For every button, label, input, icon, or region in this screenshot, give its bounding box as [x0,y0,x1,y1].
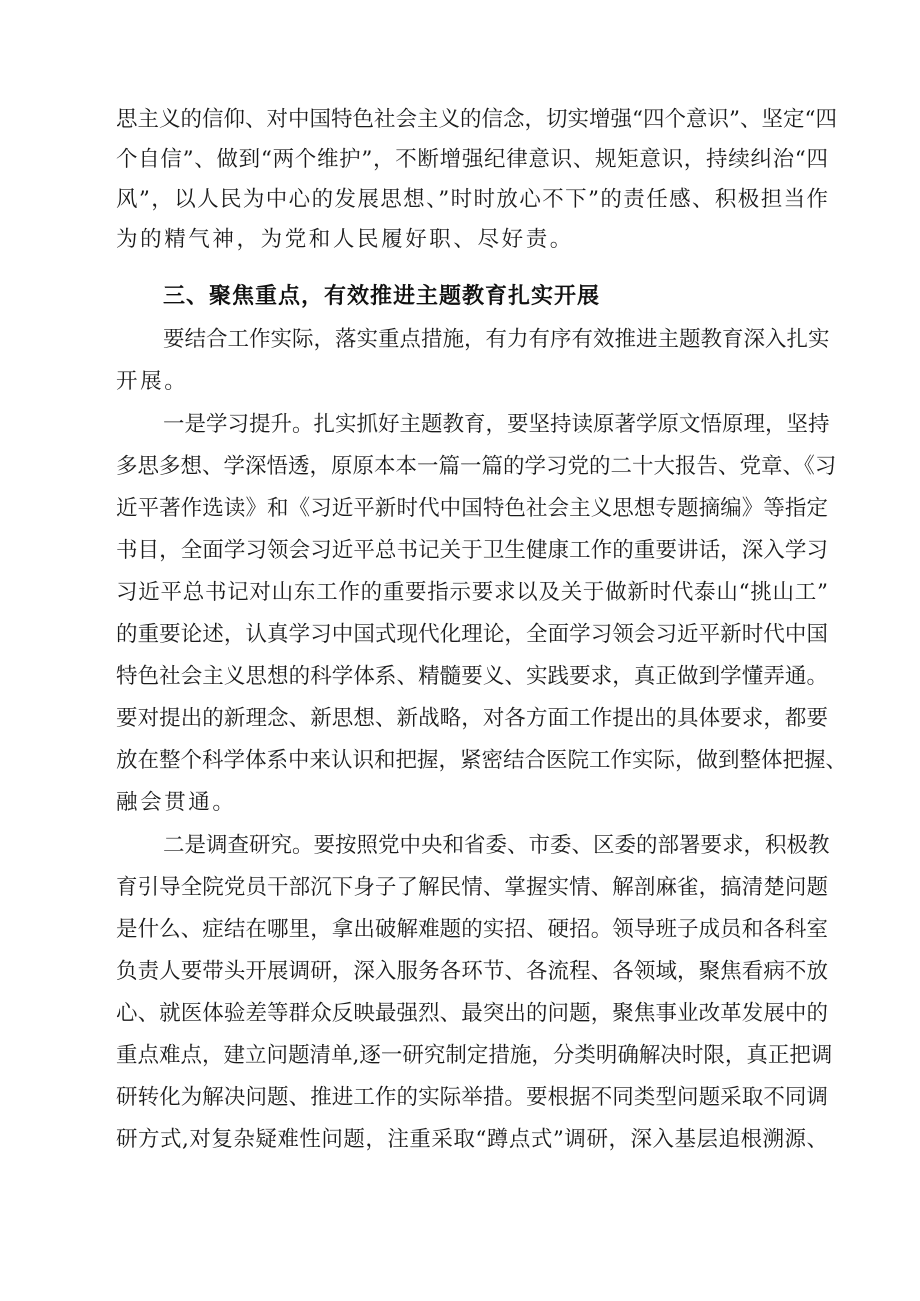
paragraph-line: 多思多想、学深悟透，原原本本一篇一篇的学习党的二十大报告、党章、《习 [116,454,837,479]
paragraph-line: 开展。 [116,369,189,394]
paragraph-line: 要结合工作实际，落实重点措施，有力有序有效推进主题教育深入扎实 [163,327,830,352]
paragraph-line: 习近平总书记对山东工作的重要指示要求以及关于做新时代泰山“挑山工” [116,580,828,605]
paragraph-line: 风”，以人民为中心的发展思想、”时时放心不下”的责任感、积极担当作 [116,187,828,212]
paragraph-line: 书目，全面学习领会习近平总书记关于卫生健康工作的重要讲话，深入学习 [116,538,828,563]
paragraph-line: 特色社会主义思想的科学体系、精髓要义、实践要求，真正做到学懂弄通。 [116,664,828,689]
paragraph-line: 一是学习提升。扎实抓好主题教育，要坚持读原著学原文悟原理，坚持 [163,412,830,437]
paragraph-line: 的重要论述，认真学习中国式现代化理论，全面学习领会习近平新时代中国 [116,622,828,647]
paragraph-line: 重点难点，建立问题清单,逐一研究制定措施，分类明确解决时限，真正把调 [116,1043,833,1068]
paragraph-line: 为的精气神，为党和人民履好职、尽好责。 [116,227,574,252]
paragraph-line: 心、就医体验差等群众反映最强烈、最突出的问题，聚焦事业改革发展中的 [116,1001,828,1026]
paragraph-line: 是什么、症结在哪里，拿出破解难题的实招、硬招。领导班子成员和各科室 [116,917,828,942]
paragraph-line: 研转化为解决问题、推进工作的实际举措。要根据不同类型问题采取不同调 [116,1085,828,1110]
paragraph-line: 放在整个科学体系中来认识和把握，紧密结合医院工作实际，做到整体把握、 [116,748,848,773]
paragraph-line: 负责人要带头开展调研，深入服务各环节、各流程、各领域，聚焦看病不放 [116,959,828,984]
paragraph-line: 育引导全院党员干部沉下身子了解民情、掌握实情、解剖麻雀，搞清楚问题 [116,875,828,900]
paragraph-line: 近平著作选读》和《习近平新时代中国特色社会主义思想专题摘编》等指定 [116,496,828,521]
paragraph-line: 二是调查研究。要按照党中央和省委、市委、区委的部署要求，积极教 [163,833,830,858]
paragraph-line: 要对提出的新理念、新思想、新战略，对各方面工作提出的具体要求，都要 [116,706,828,731]
section-heading: 三、聚焦重点，有效推进主题教育扎实开展 [163,284,601,309]
paragraph-line: 个自信”、做到“两个维护”，不断增强纪律意识、规矩意识，持续纠治“四 [116,147,828,172]
paragraph-line: 融会贯通。 [116,790,237,815]
paragraph-line: 研方式,对复杂疑难性问题，注重采取“蹲点式”调研，深入基层追根溯源、 [116,1127,828,1152]
paragraph-line: 思主义的信仰、对中国特色社会主义的信念，切实增强“四个意识”、坚定“四 [116,107,837,132]
